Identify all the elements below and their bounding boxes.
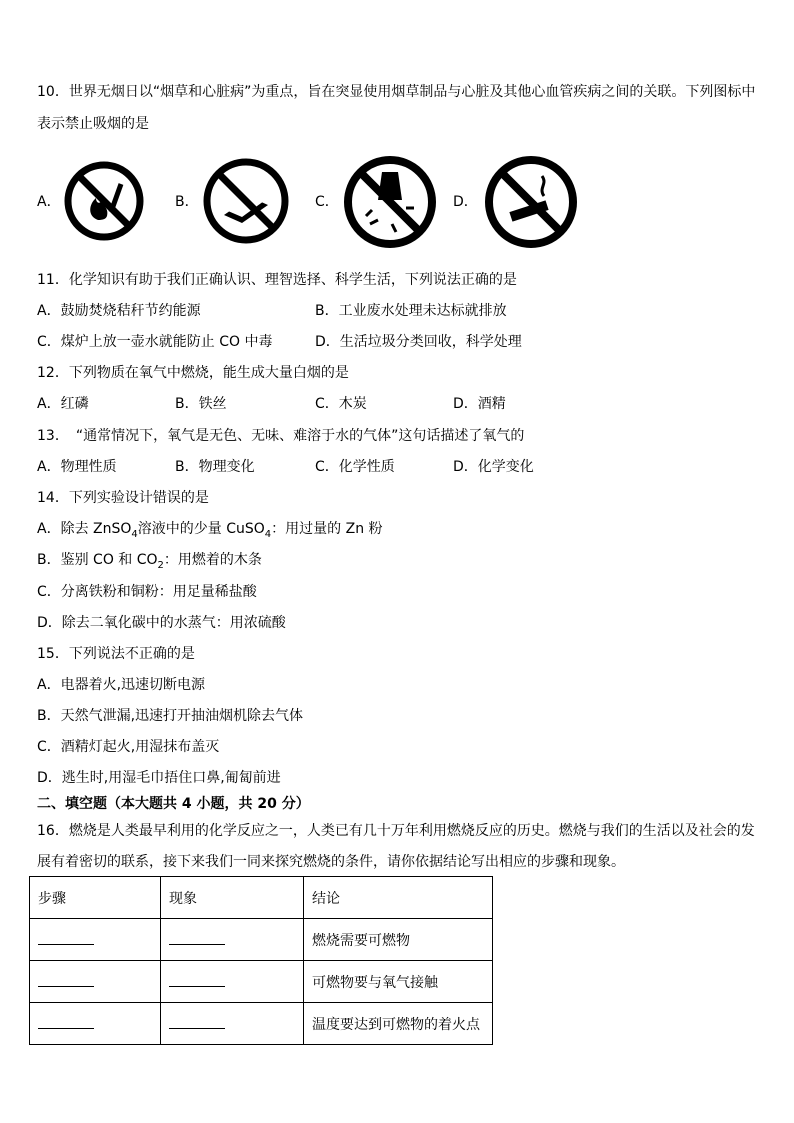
q10-option-a-label: A． xyxy=(37,194,61,210)
q10-option-d-label: D． xyxy=(453,194,478,210)
conclusion-cell: 可燃物要与氧气接触 xyxy=(304,961,493,1003)
table-row xyxy=(30,919,493,961)
q15-option-b: B．天然气泄漏,迅速打开抽油烟机除去气体 xyxy=(37,708,304,724)
phenomenon-blank[interactable] xyxy=(161,961,304,1003)
header-conclusion: 结论 xyxy=(304,877,493,919)
q13-option-a: A．物理性质 xyxy=(37,459,117,475)
q16-stem-line1: 16．燃烧是人类最早利用的化学反应之一，人类已有几十万年利用燃烧反应的历史。燃烧与我们的生活以及社会的发 xyxy=(37,823,755,839)
conclusion-cell: 燃烧需要可燃物 xyxy=(304,919,493,961)
step-blank[interactable] xyxy=(30,919,161,961)
phenomenon-blank[interactable] xyxy=(161,1003,304,1045)
header-phenomenon: 现象 xyxy=(161,877,304,919)
no-fire-icon xyxy=(63,160,145,242)
q14-stem: 14．下列实验设计错误的是 xyxy=(37,490,209,506)
q12-option-a: A．红磷 xyxy=(37,396,89,412)
q10-option-c-label: C． xyxy=(315,194,339,210)
q16-stem-line2: 展有着密切的联系，接下来我们一同来探究燃烧的条件，请你依据结论写出相应的步骤和现象。 xyxy=(37,854,625,870)
q16-table xyxy=(29,876,493,1045)
q12-option-c: C．木炭 xyxy=(315,396,367,412)
conclusion-cell: 温度要达到可燃物的着火点 xyxy=(304,1003,493,1045)
q10-stem-line2: 表示禁止吸烟的是 xyxy=(37,116,149,132)
table-row xyxy=(30,1003,493,1045)
q12-stem: 12．下列物质在氧气中燃烧，能生成大量白烟的是 xyxy=(37,365,349,381)
q15-option-a: A．电器着火,迅速切断电源 xyxy=(37,677,206,693)
step-blank[interactable] xyxy=(30,961,161,1003)
q11-option-d: D．生活垃圾分类回收，科学处理 xyxy=(315,334,522,350)
q15-option-c: C．酒精灯起火,用湿抹布盖灭 xyxy=(37,739,220,755)
q11-stem: 11．化学知识有助于我们正确认识、理智选择、科学生活，下列说法正确的是 xyxy=(37,272,517,288)
q14-option-c: C．分离铁粉和铜粉：用足量稀盐酸 xyxy=(37,584,257,600)
table-header-row xyxy=(30,877,493,919)
q15-stem: 15．下列说法不正确的是 xyxy=(37,646,195,662)
q14-option-d: D．除去二氧化碳中的水蒸气：用浓硫酸 xyxy=(37,615,286,631)
phenomenon-blank[interactable] xyxy=(161,919,304,961)
q14-option-a: A．除去 ZnSO$_4$溶液中的少量 CuSO$_4$：用过量的 Zn 粉 xyxy=(37,521,383,540)
q11-option-c: C．煤炉上放一壶水就能防止 CO 中毒 xyxy=(37,334,273,350)
q14-option-b: B．鉴别 CO 和 $CO_2$：用燃着的木条 xyxy=(37,552,262,571)
no-smoking-icon xyxy=(482,154,580,250)
q12-option-d: D．酒精 xyxy=(453,396,506,412)
no-fuel-icon xyxy=(202,157,290,245)
q13-stem: 13． “通常情况下，氧气是无色、无味、难溶于水的气体”这句话描述了氧气的 xyxy=(37,428,525,444)
step-blank[interactable] xyxy=(30,1003,161,1045)
header-step: 步骤 xyxy=(30,877,161,919)
q13-option-b: B．物理变化 xyxy=(175,459,255,475)
table-row xyxy=(30,961,493,1003)
q12-option-b: B．铁丝 xyxy=(175,396,227,412)
section-heading: 二、填空题（本大题共 4 小题，共 20 分） xyxy=(37,796,310,812)
q15-option-d: D．逃生时,用湿毛巾捂住口鼻,匍匐前进 xyxy=(37,770,281,786)
q10-option-b-label: B． xyxy=(175,194,199,210)
q13-option-d: D．化学变化 xyxy=(453,459,534,475)
q11-option-a: A．鼓励焚烧秸秆节约能源 xyxy=(37,303,201,319)
no-fireworks-icon xyxy=(342,154,438,250)
q10-stem-line1: 10．世界无烟日以“烟草和心脏病”为重点，旨在突显使用烟草制品与心脏及其他心血管疾病之间的关联。下列图标中 xyxy=(37,84,756,100)
q11-option-b: B．工业废水处理未达标就排放 xyxy=(315,303,507,319)
q13-option-c: C．化学性质 xyxy=(315,459,395,475)
